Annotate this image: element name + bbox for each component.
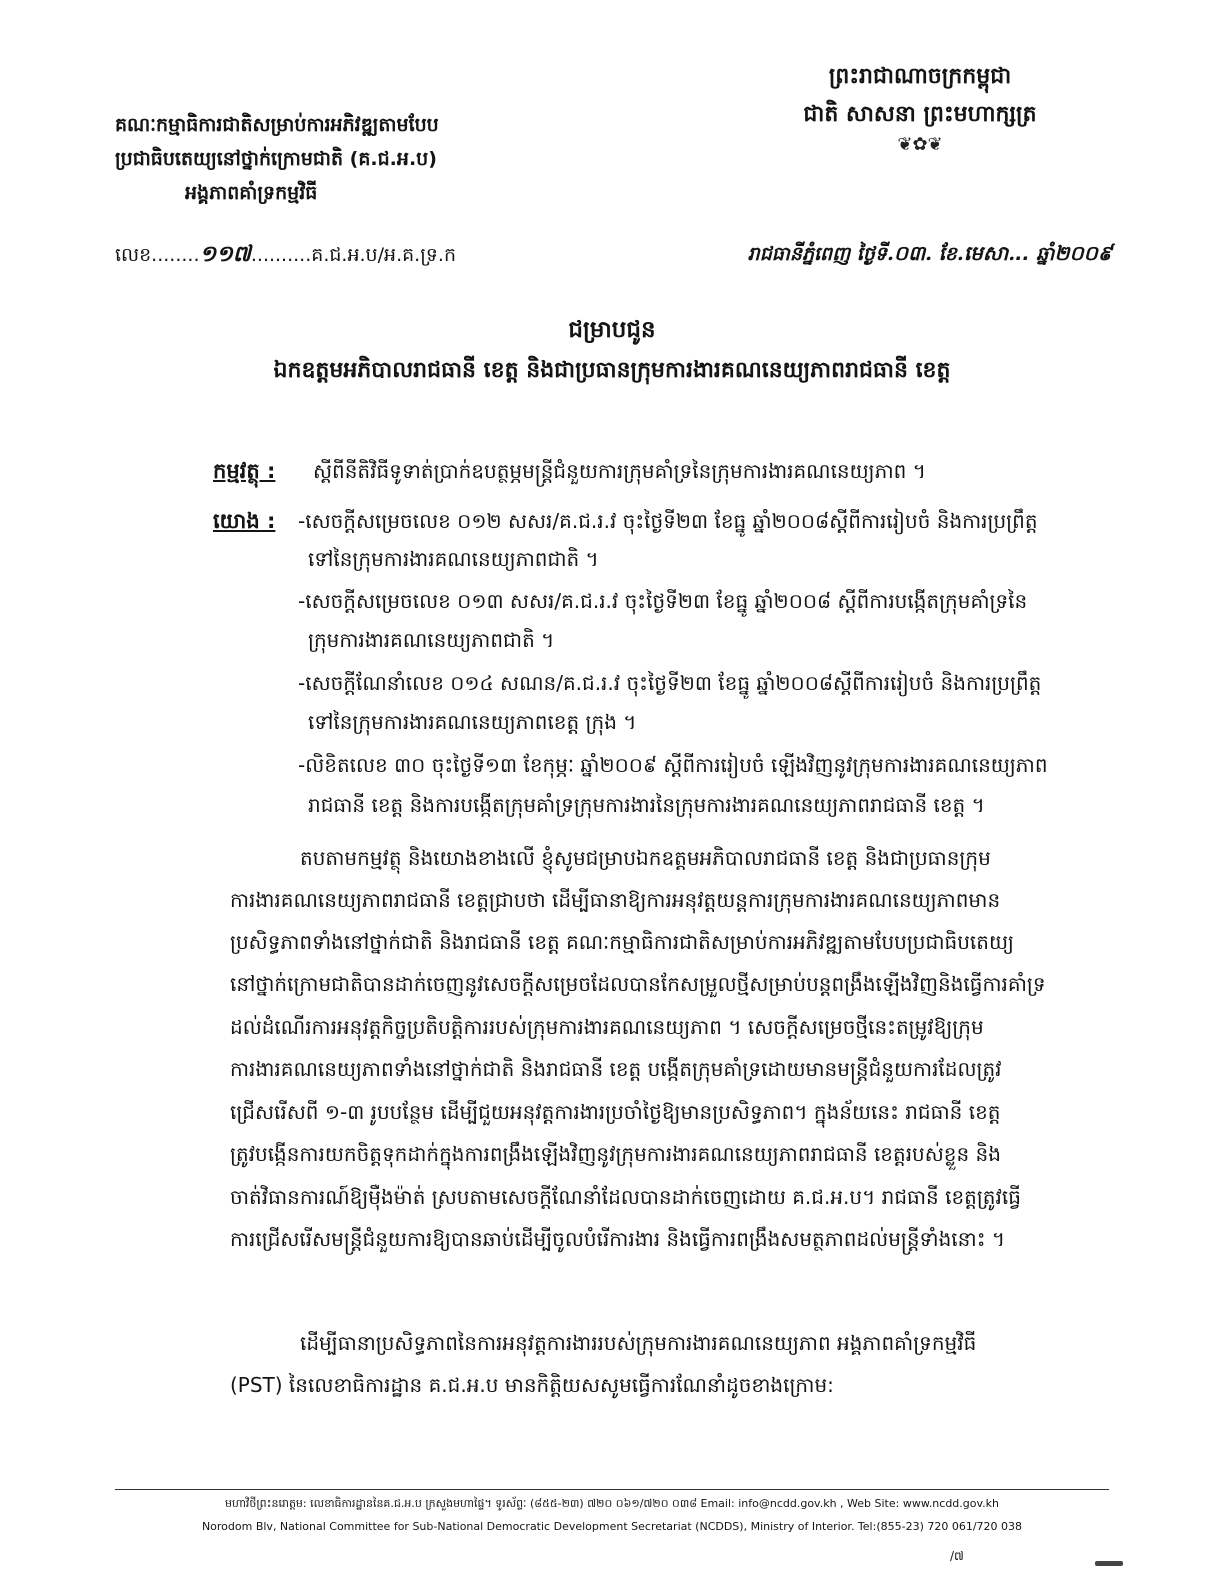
ornament-icon: ❦✿❦	[897, 134, 943, 155]
reference-item-4-line-2: រាជធានី ខេត្ត និងការបង្កើតក្រុមគាំទ្រក្រុមការងារនៃក្រុមការងារគណនេយ្យភាពរាជធានី ខេត្ត ។	[308, 793, 985, 817]
subject-block	[213, 458, 926, 484]
reference-item-1-line-2: ទៅនៃក្រុមការងារគណនេយ្យភាពជាតិ ។	[308, 547, 599, 571]
reference-number	[115, 240, 456, 272]
date-year-prefix: .. ឆ្នាំ	[1015, 243, 1055, 265]
body-line-2: ការងារគណនេយ្យភាពរាជធានី ខេត្តជ្រាបថា ដើម្បីធានាឱ្យការអនុវត្តយន្តការក្រុមការងារគណនេយ្យភាពមាន	[230, 888, 1001, 912]
body-line-8: ត្រូវបង្កើនការយកចិត្តទុកដាក់ក្នុងការពង្រឹងឡើងវិញនូវក្រុមការងារគណនេយ្យភាពរាជធានី ខេត្តរបស់ខ្លួន និង	[230, 1142, 1001, 1166]
references-label-text: យោង :	[213, 509, 276, 533]
reference-item-2-line-2: ក្រុមការងារគណនេយ្យភាពជាតិ ។	[308, 628, 555, 652]
date-year: ២០០៩	[1054, 241, 1112, 265]
body-line-7: ជ្រើសរើសពី ១-៣ រូបបន្ថែម ដើម្បីជួយអនុវត្តការងារប្រចាំថ្ងៃឱ្យមានប្រសិទ្ធភាព។ ក្នុងន័យនេះ រាជធានី ខេត្ត	[230, 1100, 1001, 1124]
date-line	[748, 240, 1112, 270]
body2-line-2: (PST) នៃលេខាធិការដ្ឋាន គ.ជ.អ.ប មានកិត្តិយសសូមធ្វើការណែនាំដូចខាងក្រោម:	[230, 1373, 834, 1397]
body-line-3: ប្រសិទ្ធភាពទាំងនៅថ្នាក់ជាតិ និងរាជធានី ខេត្ត គណៈកម្មាធិការជាតិសម្រាប់ការអភិវឌ្ឍតាមបែបប្រជាធិបតេយ្យ	[230, 930, 1014, 954]
body2-line-1: ដើម្បីធានាប្រសិទ្ធភាពនៃការអនុវត្តការងាររបស់ក្រុមការងារគណនេយ្យភាព អង្គភាពគាំទ្រកម្មវិធី	[300, 1331, 977, 1355]
body-line-6: ការងារគណនេយ្យភាពទាំងនៅថ្នាក់ជាតិ និងរាជធានី ខេត្ត បង្កើតក្រុមគាំទ្រដោយមានមន្ត្រីជំនួយការដែលត្រូវ	[230, 1057, 1002, 1081]
notice-title: ជម្រាបជូន	[568, 317, 656, 343]
issuing-organization	[115, 108, 439, 210]
date-day: .០៣.	[886, 241, 933, 265]
footer-address-english: Norodom Blv, National Committee for Sub-National Democratic Development Secretariat (NCDDS), Ministry of Interior. Tel:(855-23) 720 061/720 038	[201, 1520, 1023, 1533]
ref-suffix: ..........គ.ជ.អ.ប/អ.គ.ទ្រ.ក	[250, 244, 457, 266]
reference-item-4-line-1: -លិខិតលេខ ៣០ ចុះថ្ងៃទី១៣ ខែកុម្ភៈ ឆ្នាំ២០០៩ ស្តីពីការរៀបចំ ឡើងវិញនូវក្រុមការងារគណនេយ្យភាព	[298, 753, 1048, 777]
footer-address-khmer: មហាវិថីព្រះនរោត្តម: លេខាធិការដ្ឋាននៃគ.ជ.អ.ប ក្រសួងមហាផ្ទៃ។ ទូរស័ព្ទៈ (៨៥៥-២៣) ៧២០ ០៦១/៧២០ ០៣៨ Email: info@ncdd.gov.kh , Web Site: www.ncdd.gov.kh	[224, 1497, 999, 1510]
recipients-line: ឯកឧត្តមអភិបាលរាជធានី ខេត្ត និងជាប្រធានក្រុមការងារគណនេយ្យភាពរាជធានី ខេត្ត	[273, 358, 951, 383]
body-line-10: ការជ្រើសរើសមន្ត្រីជំនួយការឱ្យបានឆាប់ដើម្បីចូលបំរើការងារ និងធ្វើការពង្រឹងសមត្ថភាពដល់មន្ត្រីទាំងនោះ ។	[230, 1227, 1006, 1251]
kingdom-name: ព្រះរាជាណាចក្រកម្ពុជា	[828, 64, 1012, 89]
references-label	[213, 508, 275, 534]
subject-text: ស្តីពីនីតិវិធីទូទាត់ប្រាក់ឧបត្ថម្ភមន្ត្រីជំនួយការក្រុមគាំទ្រនៃក្រុមការងារគណនេយ្យភាព ។	[313, 459, 926, 483]
national-motto: ជាតិ សាសនា ព្រះមហាក្សត្រ	[803, 102, 1037, 127]
date-prefix: រាជធានីភ្នំពេញ ថ្ងៃទី	[747, 243, 887, 265]
reference-item-2-line-1: -សេចក្តីសម្រេចលេខ ០១៣ សសរ/គ.ជ.រ.វ ចុះថ្ងៃទី២៣ ខែធ្នូ ឆ្នាំ២០០៨ ស្តីពីការបង្កើតក្រុមគាំទ្រនៃ	[298, 589, 1028, 613]
body-line-5: ដល់ដំណើរការអនុវត្តកិច្ចប្រតិបត្តិការរបស់ក្រុមការងារគណនេយ្យភាព ។ សេចក្តីសម្រេចថ្មីនេះតម្រូវឱ្យក្រុម	[230, 1015, 984, 1039]
ref-prefix: លេខ........	[115, 244, 200, 266]
body-line-1: តបតាមកម្មវត្ថុ និងយោងខាងលើ ខ្ញុំសូមជម្រាបឯកឧត្តមអភិបាលរាជធានី ខេត្ត និងជាប្រធានក្រុម	[300, 846, 991, 870]
footer-divider	[115, 1489, 1109, 1490]
org-unit: អង្គភាពគាំទ្រកម្មវិធី	[185, 182, 318, 204]
scan-mark	[1095, 1561, 1123, 1566]
reference-item-3-line-1: -សេចក្តីណែនាំលេខ ០១៤ សណន/គ.ជ.រ.វ ចុះថ្ងៃទី២៣ ខែធ្នូ ឆ្នាំ២០០៨ស្តីពីការរៀបចំ និងការប្រព្រឹត្ត	[298, 671, 1042, 695]
date-month: .មេសា.	[956, 241, 1016, 265]
org-line-1: គណៈកម្មាធិការជាតិសម្រាប់ការអភិវឌ្ឍតាមបែប	[115, 114, 439, 136]
body-line-4: នៅថ្នាក់ក្រោមជាតិបានដាក់ចេញនូវសេចក្តីសម្រេចដែលបានកែសម្រួលថ្មីសម្រាប់បន្តពង្រឹងឡើងវិញនិងធ្វើការគាំទ្រ	[230, 972, 1046, 996]
ref-number-handwritten: ១១៧	[199, 241, 251, 267]
body-line-9: ចាត់វិធានការណ៍ឱ្យម៉ឺងម៉ាត់ ស្របតាមសេចក្តីណែនាំដែលបានដាក់ចេញដោយ គ.ជ.អ.ប។ រាជធានី ខេត្តត្រូវធ្វើ	[230, 1185, 1021, 1209]
date-month-prefix: ខែ	[932, 243, 957, 265]
org-line-2: ប្រជាធិបតេយ្យនៅថ្នាក់ក្រោមជាតិ (គ.ជ.អ.ប)	[115, 148, 437, 170]
reference-item-1-line-1: -សេចក្តីសម្រេចលេខ ០១២ សសរ/គ.ជ.រ.វ ចុះថ្ងៃទី២៣ ខែធ្នូ ឆ្នាំ២០០៨ស្តីពីការរៀបចំ និងការប្រព្រឹត្ត	[298, 509, 1038, 533]
page-mark: /៧	[950, 1549, 964, 1563]
subject-label: កម្មវត្ថុ :	[213, 459, 276, 483]
kingdom-heading	[730, 58, 1110, 156]
reference-item-3-line-2: ទៅនៃក្រុមការងារគណនេយ្យភាពខេត្ត ក្រុង ។	[308, 710, 637, 734]
